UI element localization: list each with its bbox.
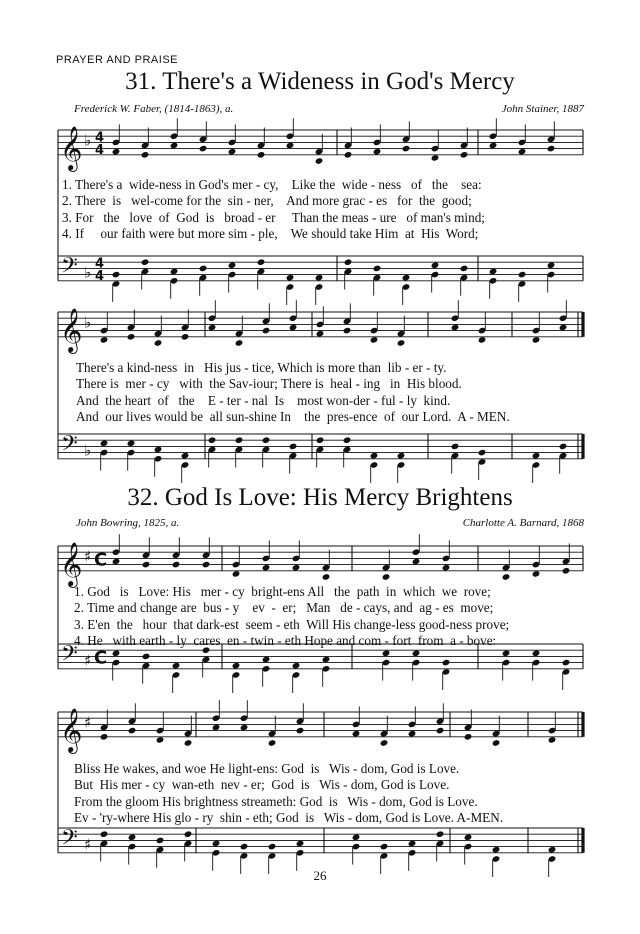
note-head — [100, 336, 109, 344]
note-head — [464, 834, 473, 842]
note-head — [442, 564, 451, 572]
note-head — [128, 727, 137, 735]
hymn-32-words-attribution: John Bowring, 1825, a. — [76, 517, 180, 529]
note-head — [286, 142, 295, 150]
note-head — [156, 736, 165, 744]
note-head — [408, 730, 417, 738]
lyric-line: 3. E'en the hour that dark-est seem - eth Will His change-less good-ness prove; — [74, 616, 510, 632]
note-head — [412, 558, 421, 566]
note-head — [228, 262, 237, 270]
key-signature: ♭ — [84, 131, 92, 150]
note-head — [127, 333, 136, 341]
note-head — [518, 148, 527, 156]
note-head — [268, 843, 277, 851]
note-head — [127, 440, 136, 448]
note-head — [402, 274, 411, 282]
note-head — [240, 724, 249, 732]
note-head — [489, 142, 498, 150]
note-head — [559, 324, 568, 332]
note-head — [296, 840, 305, 848]
lyric-line: 1. God is Love: His mer - cy bright-ens All the path in which we rove; — [74, 584, 491, 599]
note-head — [142, 653, 151, 661]
lyric-line: 4. If our faith were but more sim - ple, We should take Him at His Word; — [62, 226, 479, 242]
note-head — [286, 274, 295, 282]
note-head — [478, 336, 487, 344]
note-head — [370, 452, 379, 460]
note-head — [548, 736, 557, 744]
note-head — [100, 733, 109, 741]
time-signature: 4 — [95, 268, 105, 284]
bass-clef: 𝄢 — [61, 825, 78, 856]
note-head — [373, 148, 382, 156]
lyric-line: And our lives would be all sun-shine In the pres-ence of our Lord. A - MEN. — [76, 409, 510, 425]
hymn-32-system-2-lyrics — [74, 761, 503, 827]
note-head — [547, 262, 556, 270]
note-head — [208, 324, 217, 332]
note-head — [460, 265, 469, 273]
lyric-line: Bliss He wakes, and woe He light-ens: God is Wis - dom, God is Love. — [74, 761, 460, 776]
note-head — [257, 151, 266, 159]
note-head — [382, 573, 391, 581]
note-head — [344, 258, 353, 266]
note-head — [172, 662, 181, 670]
hymn-31-music-attribution: John Stainer, 1887 — [501, 103, 584, 115]
note-head — [232, 570, 241, 578]
note-head — [232, 662, 241, 670]
key-signature: ♯ — [84, 651, 92, 670]
key-signature: ♯ — [84, 547, 92, 566]
note-head — [380, 739, 389, 747]
note-head — [212, 724, 221, 732]
note-head — [202, 561, 211, 569]
note-head — [492, 739, 501, 747]
note-head — [532, 336, 541, 344]
note-head — [502, 650, 511, 658]
note-head — [518, 271, 527, 279]
note-head — [343, 436, 352, 444]
treble-clef: 𝄞 — [60, 125, 83, 170]
key-signature: ♯ — [84, 835, 92, 854]
note-head — [199, 265, 208, 273]
note-head — [128, 834, 137, 842]
note-head — [292, 662, 301, 670]
bass-clef: 𝄢 — [61, 253, 78, 284]
note-head — [316, 330, 325, 338]
key-signature: ♭ — [84, 263, 92, 282]
time-signature: 4 — [95, 130, 105, 146]
note-head — [289, 443, 298, 451]
note-head — [532, 452, 541, 460]
time-signature: C — [94, 549, 108, 571]
note-head — [547, 145, 556, 153]
note-head — [502, 573, 511, 581]
treble-clef: 𝄞 — [60, 541, 83, 586]
note-head — [262, 327, 271, 335]
key-signature: ♭ — [84, 441, 92, 460]
note-head — [262, 564, 271, 572]
note-head — [172, 561, 181, 569]
note-head — [292, 564, 301, 572]
note-head — [154, 446, 163, 454]
page-number: 26 — [313, 868, 327, 883]
note-head — [380, 843, 389, 851]
lyric-line: 2. There is wel-come for the sin - ner, And more grac - es for the good; — [62, 193, 472, 209]
lyric-line: 4. He with earth - ly cares en - twin - eth Hope and com - fort from a - bove: — [74, 633, 497, 649]
note-head — [373, 265, 382, 273]
note-head — [112, 558, 121, 566]
note-head — [431, 262, 440, 270]
note-head — [112, 271, 121, 279]
lyric-line: 3. For the love of God is broad - er Than the meas - ure of man's mind; — [62, 209, 485, 225]
note-head — [370, 336, 379, 344]
note-head — [478, 449, 487, 457]
note-head — [142, 561, 151, 569]
lyric-line: But His mer - cy wan-eth nev - er; God is Wis - dom, God is Love. — [74, 777, 450, 793]
note-head — [315, 157, 324, 165]
note-head — [451, 324, 460, 332]
hymn-31-words-attribution: Frederick W. Faber, (1814-1863), a. — [74, 103, 234, 115]
note-head — [562, 567, 571, 575]
note-head — [464, 733, 473, 741]
note-head — [100, 440, 109, 448]
note-head — [431, 154, 440, 162]
note-head — [156, 837, 165, 845]
lyric-line: 2. Time and change are bus - y ev - er; Man de - cays, and ag - es move; — [74, 600, 494, 616]
note-head — [436, 727, 445, 735]
note-head — [343, 327, 352, 335]
bass-clef: 𝄢 — [61, 431, 78, 462]
hymn-31-system-2-lyrics — [76, 360, 510, 426]
section-header: PRAYER AND PRAISE — [56, 54, 178, 66]
note-head — [268, 739, 277, 747]
note-head — [352, 730, 361, 738]
note-head — [492, 846, 501, 854]
note-head — [170, 142, 179, 150]
treble-clef: 𝄞 — [60, 707, 83, 752]
key-signature: ♭ — [84, 313, 92, 332]
hymn-31-title: 31. There's a Wideness in God's Mercy — [125, 68, 515, 95]
note-head — [170, 268, 179, 276]
note-head — [181, 333, 190, 341]
note-head — [397, 339, 406, 347]
note-head — [228, 148, 237, 156]
note-head — [397, 452, 406, 460]
note-head — [100, 830, 109, 838]
note-head — [322, 656, 331, 664]
note-head — [262, 436, 271, 444]
note-head — [402, 145, 411, 153]
lyric-line: There's a kind-ness in His jus - tice, Which is more than lib - er - ty. — [76, 360, 447, 375]
note-head — [562, 659, 571, 667]
note-head — [315, 274, 324, 282]
time-signature: 4 — [95, 142, 105, 158]
note-head — [181, 452, 190, 460]
hymn-32-music-attribution: Charlotte A. Barnard, 1868 — [462, 517, 584, 529]
lyric-line: Ev - 'ry-where His glo - ry shin - eth; God is Wis - dom, God is Love. A-MEN. — [74, 810, 504, 826]
note-head — [235, 436, 244, 444]
note-head — [408, 840, 417, 848]
note-head — [296, 727, 305, 735]
note-head — [489, 268, 498, 276]
note-head — [112, 650, 121, 658]
note-head — [184, 739, 193, 747]
key-signature: ♯ — [84, 713, 92, 732]
note-head — [344, 151, 353, 159]
note-head — [532, 570, 541, 578]
note-head — [154, 339, 163, 347]
note-head — [235, 339, 244, 347]
note-head — [436, 830, 445, 838]
hymn-32-title: 32. God Is Love: His Mercy Brightens — [127, 484, 513, 511]
note-head — [352, 834, 361, 842]
note-head — [532, 650, 541, 658]
note-head — [451, 443, 460, 451]
lyric-line: From the gloom His brightness streameth: God is Wis - dom, God is Love. — [74, 793, 478, 809]
time-signature: 4 — [95, 256, 105, 272]
note-head — [112, 148, 121, 156]
lyric-line: And the heart of the E - ter - nal Is most won-der - ful - ly kind. — [76, 392, 451, 408]
note-head — [240, 843, 249, 851]
note-head — [199, 145, 208, 153]
time-signature: C — [94, 647, 108, 669]
bass-clef: 𝄢 — [61, 641, 78, 672]
note-head — [289, 324, 298, 332]
note-head — [559, 443, 568, 451]
note-head — [212, 840, 221, 848]
note-head — [141, 151, 150, 159]
note-head — [141, 258, 150, 266]
note-head — [460, 151, 469, 159]
note-head — [208, 436, 217, 444]
note-head — [548, 846, 557, 854]
lyric-line: There is mer - cy with the Sav-iour; There is heal - ing in His blood. — [76, 376, 462, 392]
note-head — [412, 650, 421, 658]
note-head — [316, 436, 325, 444]
lyric-line: 1. There's a wide-ness in God's mer - cy, Like the wide - ness of the sea: — [62, 177, 482, 192]
note-head — [257, 258, 266, 266]
note-head — [262, 656, 271, 664]
note-head — [382, 650, 391, 658]
note-head — [184, 830, 193, 838]
treble-clef: 𝄞 — [60, 307, 83, 352]
note-head — [322, 573, 331, 581]
note-head — [442, 659, 451, 667]
hymn-31-system-1-lyrics — [62, 177, 485, 243]
hymn-32-system-1-lyrics — [74, 584, 509, 650]
